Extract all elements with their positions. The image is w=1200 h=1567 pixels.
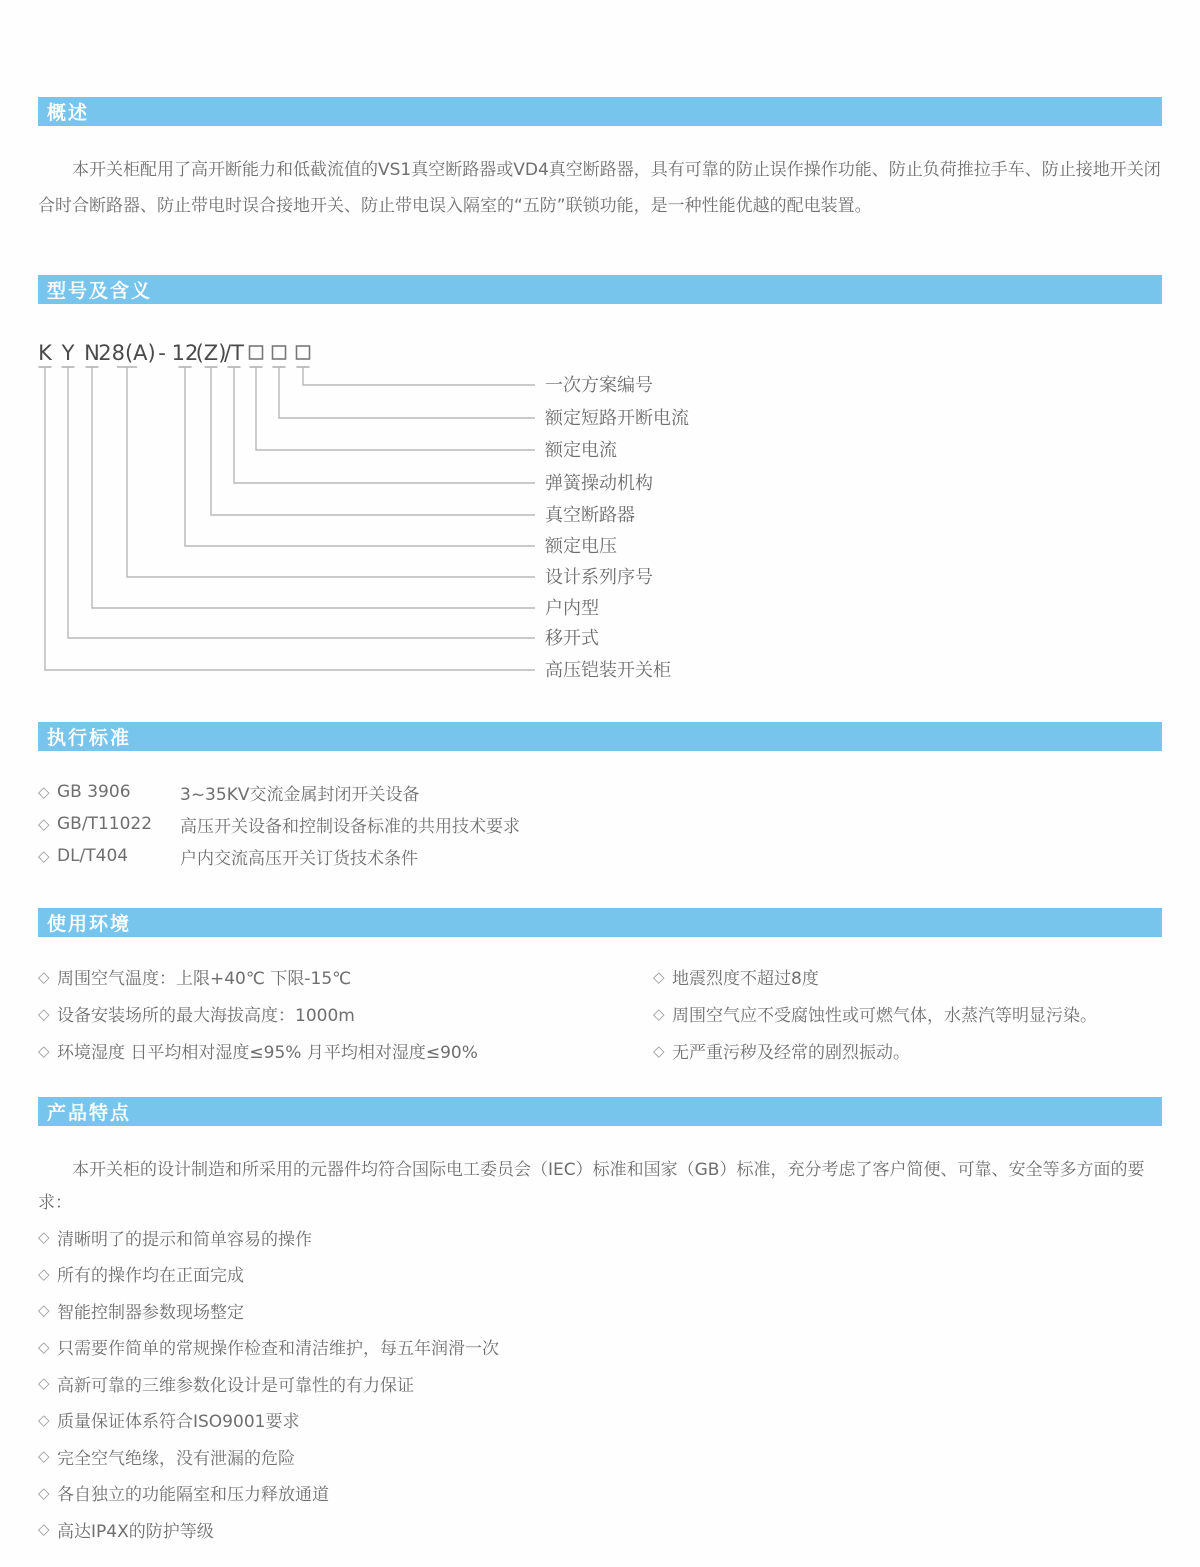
section-title-features: 产品特点 xyxy=(47,1102,132,1124)
diamond-bullet-icon: ◇ xyxy=(653,967,665,986)
connector-scheme-number xyxy=(303,367,535,385)
features-intro-paragraph: 本开关柜的设计制造和所采用的元器件均符合国际电工委员会（IEC）标准和国家（GB）标准，充分考虑了客户简便、可靠、安全等多方面的要求： xyxy=(38,1160,1145,1213)
feature-item xyxy=(38,1219,1162,1256)
feature-text: 高新可靠的三维参数化设计是可靠性的有力保证 xyxy=(57,1375,414,1396)
section-title-environment: 使用环境 xyxy=(47,913,132,935)
connector-rated-current xyxy=(256,367,535,450)
feature-text: 所有的操作均在正面完成 xyxy=(57,1266,244,1287)
features-list xyxy=(38,1219,1162,1548)
model-token-T: /T xyxy=(224,341,244,365)
environment-left-column xyxy=(38,958,478,1069)
diagram-label: 真空断路器 xyxy=(545,505,635,526)
diagram-label: 额定短路开断电流 xyxy=(545,408,689,429)
model-token-28A: 28(A) xyxy=(98,341,156,365)
feature-item xyxy=(38,1292,1162,1329)
diagram-label: 移开式 xyxy=(545,628,599,649)
diamond-bullet-icon: ◇ xyxy=(38,847,50,865)
diamond-bullet-icon: ◇ xyxy=(653,1004,665,1023)
environment-text: 设备安装场所的最大海拔高度：1000m xyxy=(57,1006,355,1026)
diagram-label: 额定电压 xyxy=(545,536,617,557)
model-box-1 xyxy=(250,346,263,359)
standards-row xyxy=(38,840,1162,872)
model-token-12: 12 xyxy=(171,341,199,365)
model-token-Y: Y xyxy=(61,341,75,365)
diamond-bullet-icon: ◇ xyxy=(38,815,50,833)
standards-row xyxy=(38,808,1162,840)
environment-item xyxy=(653,958,1097,995)
feature-text: 质量保证体系符合ISO9001要求 xyxy=(57,1412,300,1433)
standard-code: DL/T404 xyxy=(57,846,129,866)
feature-text: 智能控制器参数现场整定 xyxy=(57,1302,244,1323)
feature-item xyxy=(38,1365,1162,1402)
diamond-bullet-icon: ◇ xyxy=(38,1041,50,1060)
overview-paragraph: 本开关柜配用了高开断能力和低截流值的VS1真空断路器或VD4真空断路器，具有可靠的防止误作操作功能、防止负荷推拉手车、防止接地开关闭合时合断路器、防止带电时误合接地开关、防止带电误入隔室的“五防”联锁功能，是一种性能优越的配电装置。 xyxy=(38,160,1161,216)
feature-text: 只需要作简单的常规操作检查和清洁维护，每五年润滑一次 xyxy=(57,1339,499,1360)
diamond-bullet-icon: ◇ xyxy=(38,783,50,801)
feature-text: 各自独立的功能隔室和压力释放通道 xyxy=(57,1485,329,1506)
standard-desc: 户内交流高压开关订货技术条件 xyxy=(180,848,418,869)
standard-desc: 高压开关设备和控制设备标准的共用技术要求 xyxy=(180,816,520,837)
connector-rated-voltage xyxy=(185,367,535,546)
model-token-Z: (Z) xyxy=(195,341,227,365)
environment-item xyxy=(38,958,478,995)
section-banner-overview xyxy=(38,97,1162,126)
feature-item xyxy=(38,1511,1162,1548)
environment-text: 无严重污秽及经常的剧烈振动。 xyxy=(672,1043,910,1063)
feature-text: 完全空气绝缘，没有泄漏的危险 xyxy=(57,1448,295,1469)
environment-text: 环境湿度 日平均相对湿度≤95% 月平均相对湿度≤90% xyxy=(57,1043,478,1063)
environment-item xyxy=(653,1032,1097,1069)
diagram-label: 高压铠装开关柜 xyxy=(545,660,671,681)
feature-text: 高达IP4X的防护等级 xyxy=(57,1521,214,1542)
diamond-bullet-icon: ◇ xyxy=(38,1301,50,1320)
model-box-2 xyxy=(273,346,286,359)
section-banner-standards xyxy=(38,722,1162,751)
model-token-K: K xyxy=(38,341,52,365)
environment-item xyxy=(38,995,478,1032)
diamond-bullet-icon: ◇ xyxy=(38,1264,50,1283)
standard-code: GB/T11022 xyxy=(57,814,153,834)
section-title-standards: 执行标准 xyxy=(47,727,132,749)
diamond-bullet-icon: ◇ xyxy=(38,1004,50,1023)
diagram-label: 设计系列序号 xyxy=(545,567,653,588)
model-token-N: N xyxy=(84,341,100,365)
diamond-bullet-icon: ◇ xyxy=(653,1041,665,1060)
feature-item xyxy=(38,1329,1162,1366)
diamond-bullet-icon: ◇ xyxy=(38,1374,50,1393)
diamond-bullet-icon: ◇ xyxy=(38,967,50,986)
standards-list xyxy=(38,776,1162,872)
diagram-label: 户内型 xyxy=(545,598,599,619)
feature-text: 清晰明了的提示和简单容易的操作 xyxy=(57,1229,312,1250)
environment-item xyxy=(38,1032,478,1069)
diamond-bullet-icon: ◇ xyxy=(38,1410,50,1429)
standard-code: GB 3906 xyxy=(57,782,131,802)
diagram-label: 一次方案编号 xyxy=(545,375,653,396)
environment-text: 周围空气温度：上限+40℃ 下限-15℃ xyxy=(57,969,352,989)
section-banner-environment xyxy=(38,908,1162,937)
feature-item xyxy=(38,1402,1162,1439)
standard-desc: 3~35KV交流金属封闭开关设备 xyxy=(180,784,420,805)
environment-text: 地震烈度不超过8度 xyxy=(672,969,819,989)
connector-armored-switchgear xyxy=(45,367,535,670)
environment-right-column xyxy=(653,958,1097,1069)
section-title-model: 型号及含义 xyxy=(47,280,153,302)
environment-text: 周围空气应不受腐蚀性或可燃气体，水蒸汽等明显污染。 xyxy=(672,1006,1097,1026)
feature-item xyxy=(38,1256,1162,1293)
connector-vacuum-breaker xyxy=(211,367,535,515)
environment-item xyxy=(653,995,1097,1032)
section-title-overview: 概述 xyxy=(47,102,90,124)
section-banner-model xyxy=(38,275,1162,304)
feature-item xyxy=(38,1438,1162,1475)
connector-breaking-current xyxy=(279,367,535,418)
feature-item xyxy=(38,1475,1162,1512)
diamond-bullet-icon: ◇ xyxy=(38,1520,50,1539)
connector-indoor-type xyxy=(92,367,535,608)
section-banner-features xyxy=(38,1097,1162,1126)
model-box-3 xyxy=(297,346,310,359)
diagram-label: 弹簧操动机构 xyxy=(545,473,653,494)
diamond-bullet-icon: ◇ xyxy=(38,1228,50,1247)
diamond-bullet-icon: ◇ xyxy=(38,1447,50,1466)
model-designation-diagram xyxy=(38,338,1168,694)
standards-row xyxy=(38,776,1162,808)
connector-withdrawable xyxy=(68,367,535,638)
diamond-bullet-icon: ◇ xyxy=(38,1337,50,1356)
diagram-label: 额定电流 xyxy=(545,440,617,461)
model-token-dash: - xyxy=(158,341,166,365)
diamond-bullet-icon: ◇ xyxy=(38,1483,50,1502)
